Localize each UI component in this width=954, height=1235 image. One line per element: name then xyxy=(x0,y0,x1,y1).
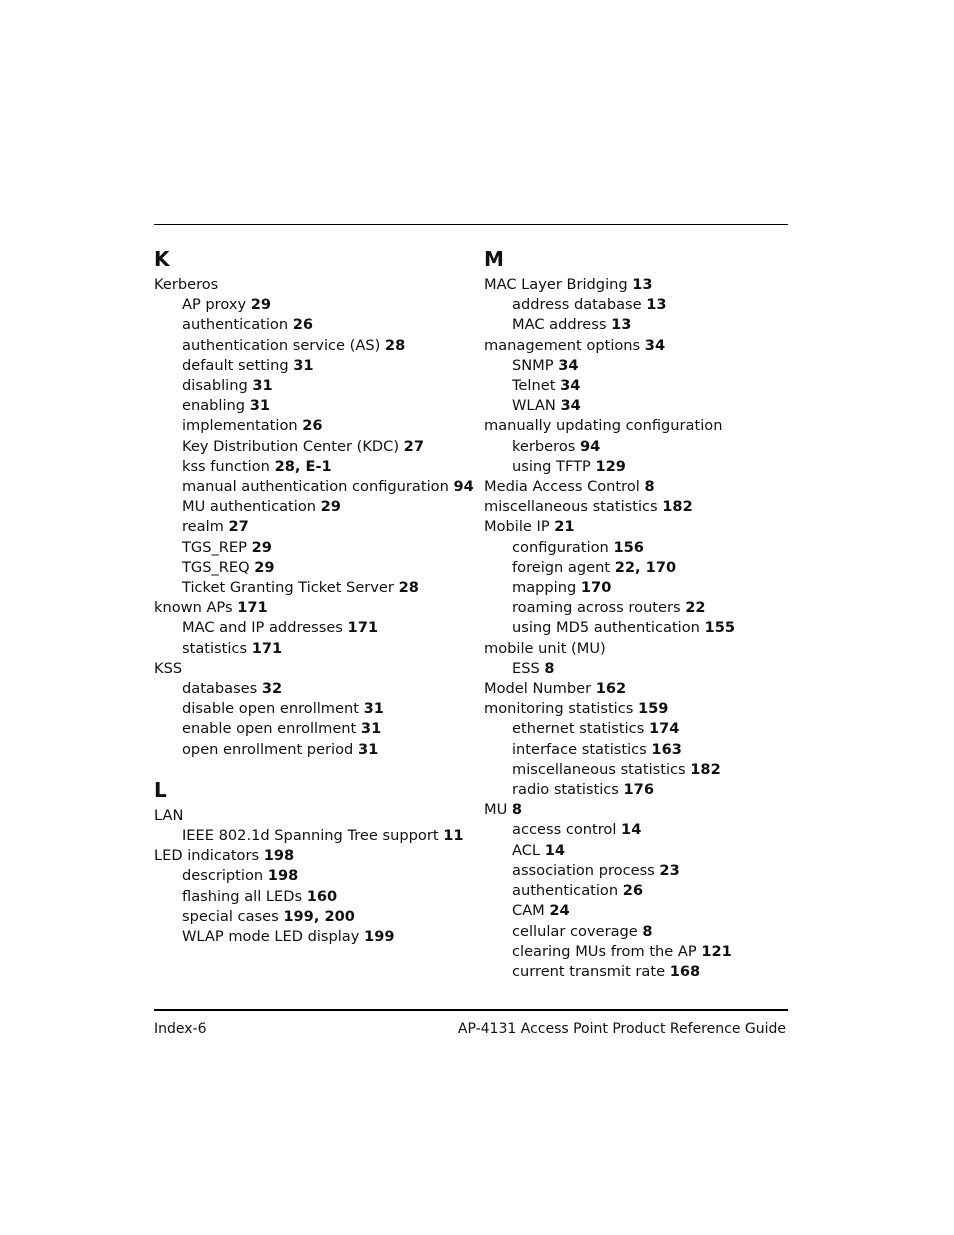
page-reference: 199, 200 xyxy=(283,907,355,925)
index-term: miscellaneous statistics xyxy=(512,760,686,778)
index-subentry xyxy=(484,578,804,598)
index-subentry xyxy=(484,295,804,315)
index-subentry xyxy=(154,826,474,846)
index-term: clearing MUs from the AP xyxy=(512,942,697,960)
index-term: access control xyxy=(512,821,617,839)
page-reference: 22 xyxy=(685,599,706,617)
page-reference: 198 xyxy=(263,847,295,865)
index-term: databases xyxy=(182,680,258,698)
page-reference: 34 xyxy=(560,377,581,395)
index-term: MAC address xyxy=(512,316,607,334)
index-term: Media Access Control xyxy=(484,478,640,496)
footer-rule xyxy=(154,1009,788,1011)
page-reference: 198 xyxy=(267,867,299,885)
index-entry xyxy=(484,336,804,356)
page-reference: 26 xyxy=(302,417,323,435)
index-term: association process xyxy=(512,861,655,879)
index-subentry xyxy=(484,315,804,335)
page-reference: 28, E-1 xyxy=(274,457,332,475)
index-subentry xyxy=(154,679,474,699)
index-term: authentication xyxy=(182,316,289,334)
index-term: TGS_REQ xyxy=(182,558,250,576)
index-subentry xyxy=(154,887,474,907)
index-entry xyxy=(154,659,474,679)
page-reference: 31 xyxy=(360,720,382,738)
index-subentry xyxy=(484,760,804,780)
guide-title: AP-4131 Access Point Product Reference Guide xyxy=(457,1021,786,1037)
page-reference: 8 xyxy=(544,659,555,677)
index-subentry xyxy=(154,457,474,477)
index-subentry xyxy=(154,558,474,578)
page-reference: 8 xyxy=(642,922,653,940)
section-k-entries xyxy=(154,275,474,760)
section-m-entries xyxy=(484,275,804,982)
index-subentry xyxy=(154,699,474,719)
page-reference: 168 xyxy=(669,962,701,980)
index-subentry xyxy=(484,820,804,840)
page-reference: 31 xyxy=(249,397,271,415)
page-reference: 8 xyxy=(511,801,523,819)
page-reference: 162 xyxy=(595,680,627,698)
index-subentry xyxy=(154,866,474,886)
index-term: radio statistics xyxy=(512,781,619,799)
index-entry xyxy=(484,497,804,517)
page-reference: 34 xyxy=(644,336,666,354)
index-term: mobile unit (MU) xyxy=(484,639,606,657)
index-subentry xyxy=(484,598,804,618)
index-entry xyxy=(154,275,474,295)
page-reference: 182 xyxy=(662,498,693,516)
page-reference: 13 xyxy=(646,296,667,314)
index-term: disabling xyxy=(182,377,248,395)
page-reference: 155 xyxy=(704,619,736,637)
index-subentry xyxy=(484,841,804,861)
index-term: roaming across routers xyxy=(512,599,681,617)
index-term: LAN xyxy=(154,806,184,824)
index-subentry xyxy=(484,881,804,901)
index-subentry xyxy=(154,437,474,457)
index-subentry xyxy=(484,376,804,396)
index-column-right xyxy=(484,247,804,982)
section-letter-l: L xyxy=(154,777,167,802)
page-reference: 31 xyxy=(252,377,273,395)
index-term: manually updating configuration xyxy=(484,417,723,435)
page-reference: 34 xyxy=(558,356,579,374)
page-reference: 171 xyxy=(251,639,283,657)
index-term: CAM xyxy=(512,902,545,920)
page-reference: 29 xyxy=(251,538,272,556)
index-term: miscellaneous statistics xyxy=(484,498,658,516)
index-subentry xyxy=(484,558,804,578)
index-subentry xyxy=(484,437,804,457)
index-entry xyxy=(484,639,804,659)
index-term: flashing all LEDs xyxy=(182,887,303,905)
page-reference: 28 xyxy=(384,336,406,354)
page-reference: 31 xyxy=(363,700,384,718)
index-subentry xyxy=(154,538,474,558)
index-term: current transmit rate xyxy=(512,962,666,980)
index-term: MU xyxy=(484,801,508,819)
index-term: authentication service (AS) xyxy=(182,336,381,354)
index-term: WLAN xyxy=(512,397,556,415)
page-reference: 26 xyxy=(292,316,314,334)
index-subentry xyxy=(154,907,474,927)
index-term: description xyxy=(182,867,264,885)
page-reference: 14 xyxy=(544,841,566,859)
index-term: special cases xyxy=(182,907,279,925)
page-reference: 159 xyxy=(638,700,669,718)
index-entry xyxy=(154,846,474,866)
index-subentry xyxy=(484,396,804,416)
page-reference: 199 xyxy=(364,928,395,946)
index-term: IEEE 802.1d Spanning Tree support xyxy=(182,827,439,845)
index-subentry xyxy=(484,922,804,942)
page-reference: 24 xyxy=(549,902,570,920)
index-subentry xyxy=(154,295,474,315)
index-subentry xyxy=(154,315,474,335)
index-subentry xyxy=(484,901,804,921)
index-term: disable open enrollment xyxy=(182,700,359,718)
page-reference: 174 xyxy=(648,720,680,738)
index-entry xyxy=(484,679,804,699)
index-term: ethernet statistics xyxy=(512,720,645,738)
index-term: WLAP mode LED display xyxy=(182,928,360,946)
index-term: SNMP xyxy=(512,356,554,374)
index-subentry xyxy=(484,740,804,760)
index-term: AP proxy xyxy=(182,296,247,314)
index-term: mapping xyxy=(512,579,577,597)
index-entry xyxy=(484,275,804,295)
index-subentry xyxy=(484,962,804,982)
index-subentry xyxy=(154,356,474,376)
page-reference: 27 xyxy=(403,437,424,455)
page-number: Index-6 xyxy=(154,1021,207,1037)
index-subentry xyxy=(484,356,804,376)
page-reference: 34 xyxy=(560,397,581,415)
index-subentry xyxy=(484,942,804,962)
page-reference: 23 xyxy=(659,861,680,879)
index-term: management options xyxy=(484,336,641,354)
index-term: kss function xyxy=(182,457,270,475)
index-term: LED indicators xyxy=(154,847,260,865)
page-reference: 163 xyxy=(651,740,682,758)
index-subentry xyxy=(154,477,474,497)
page-reference: 26 xyxy=(622,882,644,900)
section-letter-k: K xyxy=(154,247,170,271)
page-reference: 156 xyxy=(613,538,644,556)
index-term: MU authentication xyxy=(182,498,317,516)
page-reference: 121 xyxy=(701,942,732,960)
index-subentry xyxy=(484,618,804,638)
index-term: Model Number xyxy=(484,680,592,698)
page-reference: 27 xyxy=(228,518,249,536)
section-l-entries xyxy=(154,806,474,947)
page-reference: 22, 170 xyxy=(614,558,677,576)
index-term: known APs xyxy=(154,599,233,617)
index-entry xyxy=(484,477,804,497)
index-term: cellular coverage xyxy=(512,922,638,940)
page-reference: 32 xyxy=(261,680,283,698)
index-subentry xyxy=(154,639,474,659)
index-term: statistics xyxy=(182,639,248,657)
index-subentry xyxy=(484,457,804,477)
index-subentry xyxy=(484,719,804,739)
index-subentry xyxy=(484,659,804,679)
page-reference: 14 xyxy=(621,821,642,839)
index-subentry xyxy=(154,740,474,760)
page-reference: 94 xyxy=(580,437,601,455)
index-term: foreign agent xyxy=(512,558,611,576)
page-reference: 182 xyxy=(690,760,721,778)
header-rule xyxy=(154,224,788,225)
index-entry xyxy=(484,416,804,436)
index-term: authentication xyxy=(512,882,619,900)
index-term: ACL xyxy=(512,841,541,859)
index-entry xyxy=(154,806,474,826)
index-term: configuration xyxy=(512,538,609,556)
index-term: KSS xyxy=(154,659,183,677)
page-reference: 21 xyxy=(554,518,575,536)
index-term: open enrollment period xyxy=(182,740,354,758)
page-reference: 8 xyxy=(644,478,655,496)
index-term: Ticket Granting Ticket Server xyxy=(182,579,394,597)
page-reference: 171 xyxy=(347,619,379,637)
page-reference: 29 xyxy=(320,498,341,516)
page-reference: 129 xyxy=(595,457,626,475)
index-subentry xyxy=(154,497,474,517)
page-reference: 176 xyxy=(623,781,654,799)
index-term: monitoring statistics xyxy=(484,700,634,718)
index-subentry xyxy=(154,376,474,396)
index-subentry xyxy=(154,517,474,537)
index-entry xyxy=(484,800,804,820)
index-term: MAC Layer Bridging xyxy=(484,276,628,293)
index-term: Key Distribution Center (KDC) xyxy=(182,437,400,455)
page-reference: 160 xyxy=(306,887,338,905)
index-term: enabling xyxy=(182,397,246,415)
index-term: using TFTP xyxy=(512,457,591,475)
page-reference: 13 xyxy=(611,316,632,334)
index-subentry xyxy=(154,719,474,739)
index-term: manual authentication configuration xyxy=(182,478,449,496)
index-term: using MD5 authentication xyxy=(512,619,700,637)
section-letter-m: M xyxy=(484,247,504,271)
index-term: implementation xyxy=(182,417,298,435)
page-reference: 94 xyxy=(453,478,474,496)
index-entry xyxy=(154,598,474,618)
index-subentry xyxy=(154,618,474,638)
index-term: address database xyxy=(512,296,642,314)
page-reference: 28 xyxy=(398,579,419,597)
index-subentry xyxy=(154,578,474,598)
page-reference: 13 xyxy=(632,276,653,293)
index-entry xyxy=(484,699,804,719)
index-term: interface statistics xyxy=(512,740,647,758)
index-term: realm xyxy=(182,518,224,536)
index-subentry xyxy=(484,538,804,558)
index-entry xyxy=(484,517,804,537)
index-subentry xyxy=(154,927,474,947)
index-column-left xyxy=(154,247,474,947)
index-subentry xyxy=(154,416,474,436)
index-term: Telnet xyxy=(512,377,556,395)
index-term: default setting xyxy=(182,356,289,374)
index-term: Mobile IP xyxy=(484,518,550,536)
page-reference: 31 xyxy=(293,356,314,374)
page-reference: 11 xyxy=(443,827,464,845)
page-reference: 31 xyxy=(357,740,379,758)
page-reference: 29 xyxy=(250,296,272,314)
index-term: kerberos xyxy=(512,437,576,455)
page-reference: 171 xyxy=(237,599,268,617)
index-subentry xyxy=(154,336,474,356)
index-term: Kerberos xyxy=(154,276,219,293)
page-reference: 29 xyxy=(254,558,275,576)
index-subentry xyxy=(484,780,804,800)
index-subentry xyxy=(484,861,804,881)
index-subentry xyxy=(154,396,474,416)
index-term: MAC and IP addresses xyxy=(182,619,343,637)
index-term: TGS_REP xyxy=(182,538,247,556)
index-term: ESS xyxy=(512,659,540,677)
index-term: enable open enrollment xyxy=(182,720,357,738)
page-reference: 170 xyxy=(580,579,612,597)
